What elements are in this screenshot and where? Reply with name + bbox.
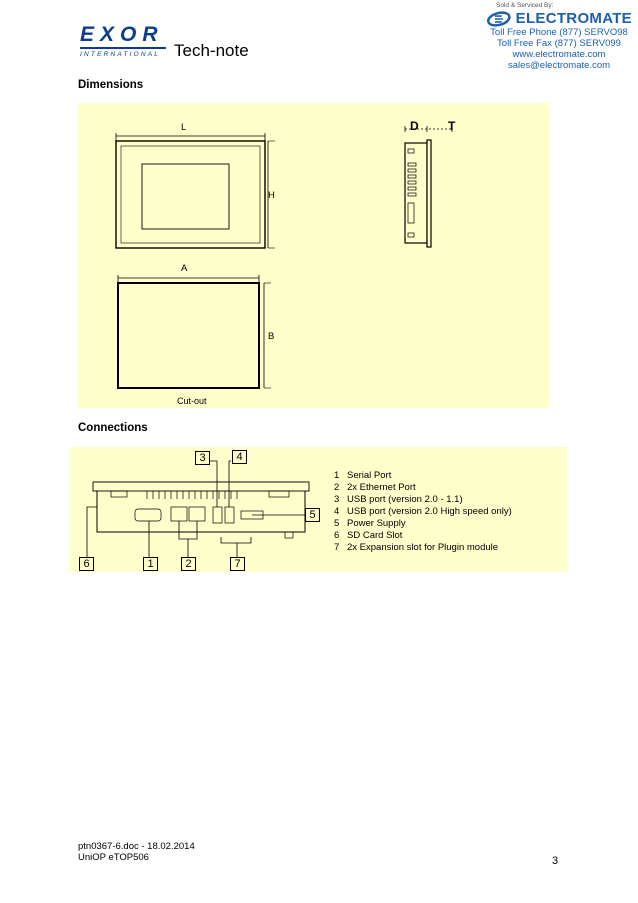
footer-doc: ptn0367-6.doc - 18.02.2014 bbox=[78, 841, 195, 852]
distributor-web[interactable]: www.electromate.com bbox=[512, 49, 606, 60]
legend-item: 3 USB port (version 2.0 - 1.1) bbox=[334, 494, 463, 505]
dim-label-l: L bbox=[181, 122, 187, 133]
callout-1: 1 bbox=[143, 557, 158, 571]
legend-item: 6 SD Card Slot bbox=[334, 530, 403, 541]
legend-item: 7 2x Expansion slot for Plugin module bbox=[334, 542, 499, 553]
callout-5: 5 bbox=[305, 508, 320, 522]
callout-3: 3 bbox=[195, 451, 210, 465]
distributor-brand bbox=[486, 10, 632, 27]
callout-7: 7 bbox=[230, 557, 245, 571]
legend-item: 5 Power Supply bbox=[334, 518, 406, 529]
legend-item: 4 USB port (version 2.0 High speed only) bbox=[334, 506, 512, 517]
footer-product: UniOP eTOP506 bbox=[78, 852, 149, 863]
exor-logo bbox=[80, 24, 170, 60]
logo-bar bbox=[80, 47, 166, 49]
connections-legend bbox=[334, 470, 512, 554]
logo-text: EXOR bbox=[80, 23, 164, 46]
connections-heading: Connections bbox=[78, 422, 148, 434]
distributor-name: ELECTROMATE bbox=[515, 10, 632, 27]
dim-label-b: B bbox=[268, 331, 275, 342]
page-number: 3 bbox=[552, 855, 559, 867]
dim-label-a: A bbox=[181, 263, 188, 274]
dimensions-heading: Dimensions bbox=[78, 79, 144, 91]
logo-subtext: INTERNATIONAL bbox=[80, 51, 161, 58]
electromate-logo-icon bbox=[486, 11, 512, 27]
footer bbox=[78, 841, 195, 863]
legend-item: 1 Serial Port bbox=[334, 470, 392, 481]
dim-label-t: T bbox=[448, 119, 456, 133]
distributor-fax: Toll Free Fax (877) SERV099 bbox=[497, 38, 621, 49]
dim-label-h: H bbox=[268, 190, 275, 201]
distributor-phone: Toll Free Phone (877) SERVO98 bbox=[490, 27, 628, 38]
callout-4: 4 bbox=[232, 450, 247, 464]
sold-by-text: Sold & Serviced By: bbox=[496, 2, 554, 9]
page-title: Tech-note bbox=[174, 41, 249, 60]
cutout-label: Cut-out bbox=[177, 396, 207, 406]
callout-6: 6 bbox=[79, 557, 94, 571]
distributor-block bbox=[486, 2, 632, 71]
dim-label-d: D bbox=[410, 119, 419, 133]
dimensions-panel bbox=[78, 103, 549, 408]
dimensions-drawing bbox=[78, 103, 549, 408]
callout-2: 2 bbox=[181, 557, 196, 571]
legend-item: 2 2x Ethernet Port bbox=[334, 482, 416, 493]
distributor-email[interactable]: sales@electromate.com bbox=[507, 60, 611, 71]
